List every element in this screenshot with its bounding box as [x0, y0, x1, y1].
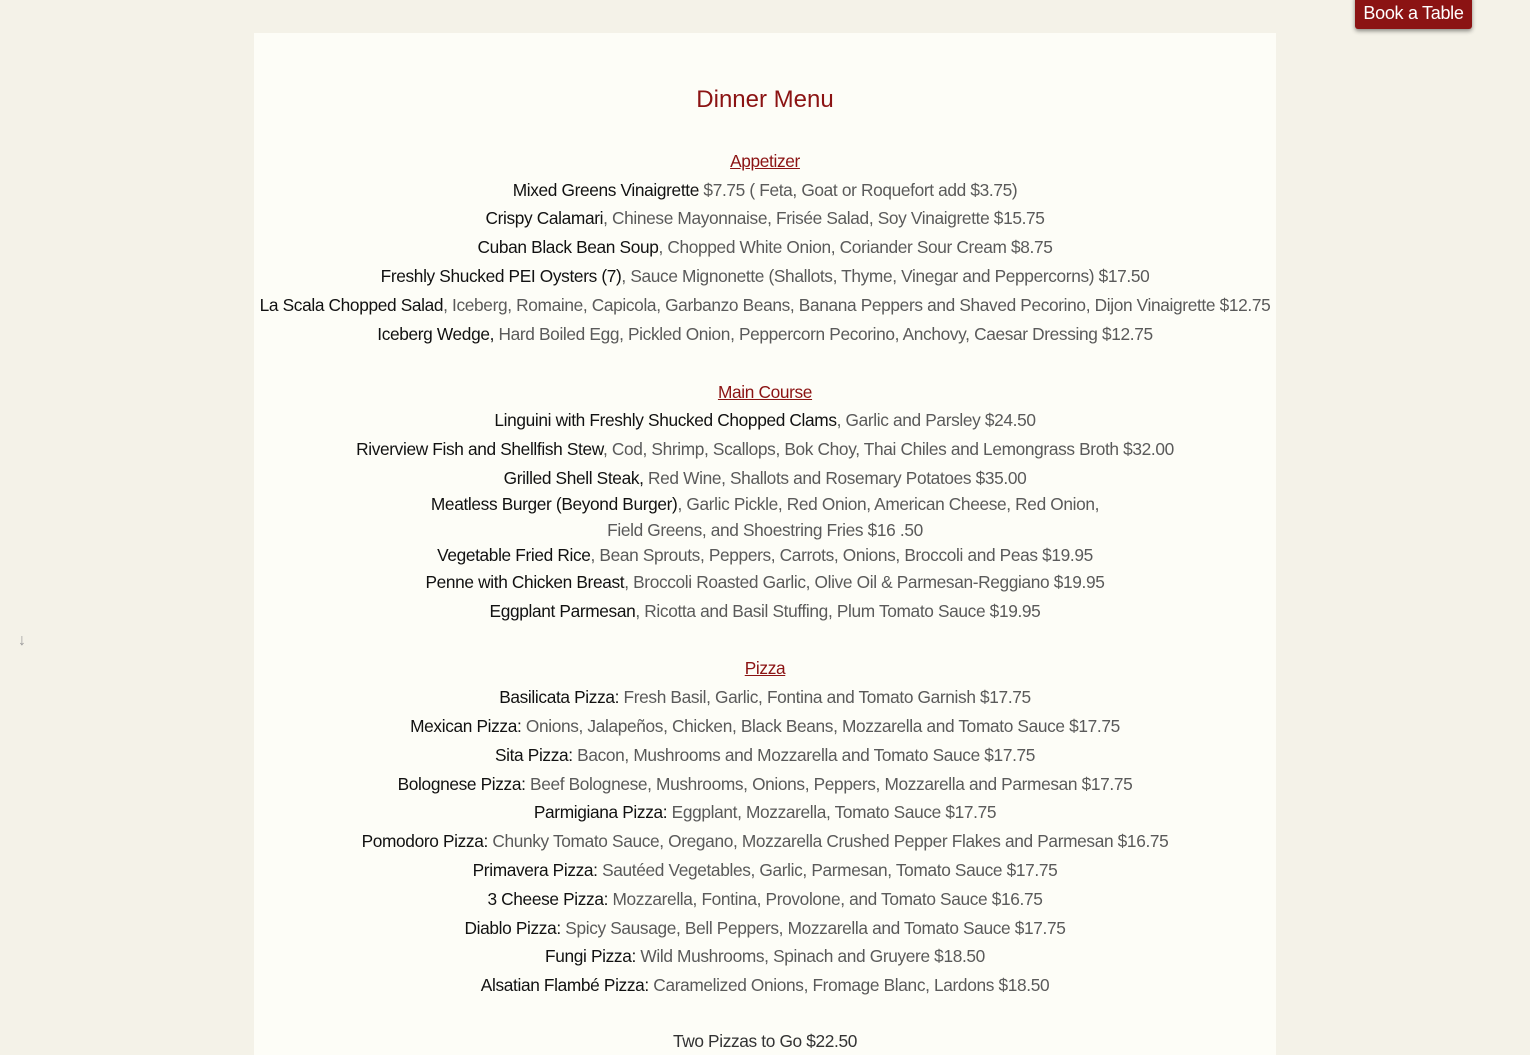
item-name: Pomodoro Pizza: [361, 831, 488, 851]
menu-item [254, 917, 1276, 939]
book-a-table-button[interactable]: Book a Table [1355, 0, 1472, 29]
section-heading-main-course: Main Course [717, 382, 813, 402]
menu-item [254, 715, 1276, 737]
menu-item [254, 859, 1276, 881]
item-description: $7.75 ( Feta, Goat or Roquefort add $3.75) [698, 180, 1018, 200]
item-description: , Broccoli Roasted Garlic, Olive Oil & Parmesan-Reggiano $19.95 [624, 572, 1105, 592]
menu-item [254, 801, 1276, 823]
item-description: Sautéed Vegetables, Garlic, Parmesan, Tomato Sauce $17.75 [597, 860, 1058, 880]
section-heading-appetizer: Appetizer [730, 151, 800, 171]
item-description: Red Wine, Shallots and Rosemary Potatoes $35.00 [643, 468, 1027, 488]
menu-item [254, 744, 1276, 766]
item-description: Eggplant, Mozzarella, Tomato Sauce $17.75 [667, 802, 997, 822]
item-name: Bolognese Pizza: [397, 774, 526, 794]
menu-item [254, 888, 1276, 910]
menu-item [254, 438, 1276, 460]
menu-item [254, 571, 1276, 593]
item-description: , Sauce Mignonette (Shallots, Thyme, Vinegar and Peppercorns) $17.50 [621, 266, 1150, 286]
item-name: Basilicata Pizza: [499, 687, 620, 707]
item-name: Sita Pizza: [494, 745, 573, 765]
item-name: Vegetable Fried Rice [437, 545, 591, 565]
item-description: Fresh Basil, Garlic, Fontina and Tomato Garnish $17.75 [619, 687, 1031, 707]
item-name: Linguini with Freshly Shucked Chopped Clams [494, 410, 837, 430]
item-name: Mixed Greens Vinaigrette [512, 180, 699, 200]
item-name: Meatless Burger (Beyond Burger) [430, 494, 678, 514]
item-name: 3 Cheese Pizza: [487, 889, 609, 909]
item-description: Bacon, Mushrooms and Mozzarella and Tomato Sauce $17.75 [572, 745, 1036, 765]
menu-item [254, 467, 1276, 489]
menu-item [254, 179, 1276, 201]
item-name: Fungi Pizza: [545, 946, 636, 966]
menu-item-continuation [254, 519, 1276, 541]
item-name: Parmigiana Pizza: [533, 802, 668, 822]
item-name: Iceberg Wedge, [377, 324, 495, 344]
item-name: Penne with Chicken Breast [425, 572, 625, 592]
menu-item [254, 493, 1276, 515]
menu-item [254, 773, 1276, 795]
item-description: , Bean Sprouts, Peppers, Carrots, Onions, Broccoli and Peas $19.95 [590, 545, 1093, 565]
item-description: Beef Bolognese, Mushrooms, Onions, Peppers, Mozzarella and Parmesan $17.75 [525, 774, 1133, 794]
menu-item [254, 409, 1276, 431]
item-name: Grilled Shell Steak, [503, 468, 644, 488]
item-name: Crispy Calamari [485, 208, 604, 228]
footer-note: Two Pizzas to Go $22.50 [672, 1031, 858, 1051]
page-title: Dinner Menu [696, 86, 834, 113]
item-description: , Ricotta and Basil Stuffing, Plum Tomato Sauce $19.95 [635, 601, 1041, 621]
menu-item [254, 974, 1276, 996]
item-description: , Chopped White Onion, Coriander Sour Cream $8.75 [658, 237, 1053, 257]
item-name: Alsatian Flambé Pizza: [480, 975, 649, 995]
item-description: Wild Mushrooms, Spinach and Gruyere $18.50 [635, 946, 985, 966]
item-description: Spicy Sausage, Bell Peppers, Mozzarella and Tomato Sauce $17.75 [560, 918, 1066, 938]
scroll-down-arrow-icon[interactable]: ↓ [18, 632, 26, 649]
item-description: Chunky Tomato Sauce, Oregano, Mozzarella Crushed Pepper Flakes and Parmesan $16.75 [487, 831, 1169, 851]
item-name: Mexican Pizza: [410, 716, 522, 736]
item-description: Caramelized Onions, Fromage Blanc, Lardons $18.50 [648, 975, 1050, 995]
item-name: Cuban Black Bean Soup [477, 237, 659, 257]
menu-item [254, 265, 1276, 287]
menu-item [254, 294, 1276, 316]
item-name: Primavera Pizza: [472, 860, 598, 880]
menu-item [254, 207, 1276, 229]
menu-item [254, 830, 1276, 852]
menu-item [254, 686, 1276, 708]
item-name: Freshly Shucked PEI Oysters (7) [380, 266, 622, 286]
item-name: La Scala Chopped Salad [259, 295, 444, 315]
menu-item [254, 600, 1276, 622]
item-name: Riverview Fish and Shellfish Stew [356, 439, 603, 459]
item-name: Eggplant Parmesan [489, 601, 636, 621]
item-description: , Cod, Shrimp, Scallops, Bok Choy, Thai Chiles and Lemongrass Broth $32.00 [602, 439, 1174, 459]
menu-item [254, 323, 1276, 345]
item-description: , Garlic Pickle, Red Onion, American Cheese, Red Onion, [677, 494, 1100, 514]
item-description: , Iceberg, Romaine, Capicola, Garbanzo Beans, Banana Peppers and Shaved Pecorino, Dijon Vinaigrette $12.75 [443, 295, 1271, 315]
item-description: Hard Boiled Egg, Pickled Onion, Peppercorn Pecorino, Anchovy, Caesar Dressing $12.75 [494, 324, 1153, 344]
item-description: Onions, Jalapeños, Chicken, Black Beans, Mozzarella and Tomato Sauce $17.75 [521, 716, 1120, 736]
item-description: , Garlic and Parsley $24.50 [836, 410, 1036, 430]
item-description: , Chinese Mayonnaise, Frisée Salad, Soy Vinaigrette $15.75 [603, 208, 1045, 228]
menu-item [254, 544, 1276, 566]
item-description: Mozzarella, Fontina, Provolone, and Tomato Sauce $16.75 [608, 889, 1043, 909]
menu-item [254, 236, 1276, 258]
item-name: Diablo Pizza: [464, 918, 561, 938]
menu-panel [254, 33, 1276, 1055]
section-heading-pizza: Pizza [744, 658, 786, 678]
item-description: Field Greens, and Shoestring Fries $16 .50 [607, 520, 923, 540]
menu-item [254, 945, 1276, 967]
